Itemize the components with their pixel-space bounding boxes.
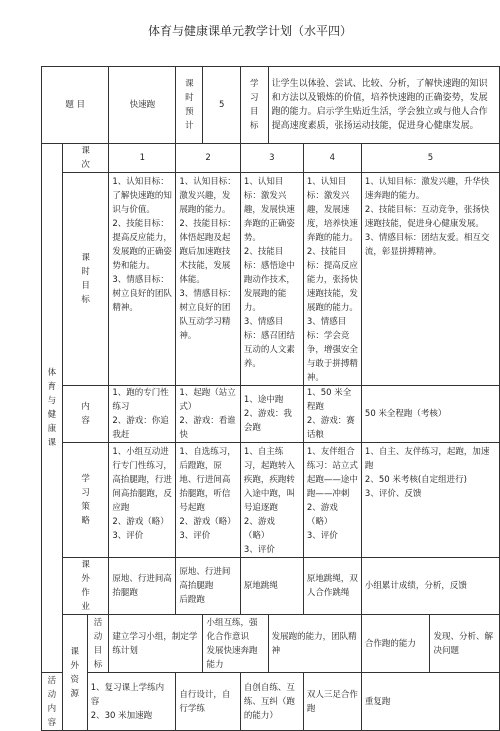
hours-label: 课 时 预 计 bbox=[176, 67, 203, 144]
activity-content-cell: 自行设计，自行学练 bbox=[176, 673, 241, 731]
extra-cell: 原地、行进间高抬腿跑 后蹬跑 bbox=[176, 558, 241, 615]
section-pe-label: 体 育 与 健 康 课 bbox=[42, 144, 63, 673]
goals-cell: 1、认知目标：了解快速跑的知识与价值。 2、技能目标：提高反应能力，发展跑的正确姿势和能力。 3、情感目标：树立良好的团队精神。 bbox=[109, 173, 176, 386]
content-cell: 1、起跑（站立式） 2、游戏：看谁快 bbox=[176, 386, 241, 443]
strategy-cell: 1、友伴组合练习：站立式起跑——途中跑——冲刺 2、游戏（略） 3、评价 bbox=[303, 443, 361, 558]
activity-goal-cell: 发现、分析、解决问题 bbox=[430, 615, 500, 673]
lesson-label: 课 次 bbox=[62, 144, 109, 173]
activity-goal-cell: 合作跑的能力 bbox=[361, 615, 430, 673]
activity-content-cell: 双人三足合作跑 bbox=[303, 673, 361, 731]
activity-content-cell: 1、复习课上学练内容 2、30 米加速跑 bbox=[87, 673, 176, 731]
page-title: 体育与健康课单元教学计划（水平四） bbox=[147, 24, 352, 38]
extra-cell: 小组累计成绩，分析，反馈 bbox=[361, 558, 499, 615]
row-label-content: 内 容 bbox=[62, 386, 109, 443]
strategy-cell: 1、小组互动进行专门性练习，高抬腿跑，行进间高抬腿跑，反应跑 2、游戏（略） 3、评价 bbox=[109, 443, 176, 558]
lesson-number: 5 bbox=[361, 144, 499, 173]
goal-value: 让学生以体验、尝试、比较、分析，了解快速跑的知识和方法以及锻炼的价值，培养快速跑的正确姿势，发展跑的能力。启示学生贴近生活，学会独立或与他人合作提高速度素质，张扬运动技能，促进身心健康发展。 bbox=[268, 67, 499, 144]
section-resources-label: 课 外 资 源 bbox=[62, 615, 87, 731]
activity-content-cell: 重复跑 bbox=[361, 673, 499, 731]
row-label-extra: 课 外 作 业 bbox=[62, 558, 109, 615]
strategy-cell: 1、自主练习，起跑转入疾跑，疾跑转入途中跑，叫号追逐跑 2、游戏（略） 3、评价 bbox=[240, 443, 303, 558]
extra-cell: 原地跳绳 bbox=[240, 558, 303, 615]
activity-content-cell: 自创自练、互练、互纠（跑的能力） bbox=[240, 673, 303, 731]
lesson-number: 3 bbox=[240, 144, 303, 173]
row-label-activity-goal: 活 动 目 标 bbox=[87, 615, 109, 673]
activity-goal-cell: 建立学习小组，制定学练计划 bbox=[109, 615, 203, 673]
goals-cell: 1、认知目标：激发兴趣，发展快速奔跑的正确姿势。 2、技能目标：感悟途中跑动作技术，发展跑的能力。 3、情感目标：感召团结互动的人文素养。 bbox=[240, 173, 303, 386]
strategy-cell: 1、自主、友伴练习，起跑，加速跑 2、50 米考核(自定组进行) 3、评价、反馈 bbox=[361, 443, 499, 558]
row-label-goals: 课 时 目 标 bbox=[62, 173, 109, 386]
content-cell: 1、途中跑 2、游戏：我会跑 bbox=[240, 386, 303, 443]
goals-cell: 1、认知目标：激发兴趣，升华快速奔跑的能力。 2、技能目标：互动竞争，张扬快速跑技能，促进身心健康发展。 3、情感目标：团结友爱。相互交流，彰显拼搏精神。 bbox=[361, 173, 499, 386]
lesson-number: 4 bbox=[303, 144, 361, 173]
extra-cell: 原地跳绳，双人合作跳绳 bbox=[303, 558, 361, 615]
topic-value: 快速跑 bbox=[109, 67, 176, 144]
row-label-activity-content: 活 动 内 容 bbox=[42, 673, 63, 731]
lesson-number: 1 bbox=[109, 144, 176, 173]
row-label-strategy: 学 习 策 略 bbox=[62, 443, 109, 558]
topic-label: 题 目 bbox=[42, 67, 109, 144]
hours-value: 5 bbox=[203, 67, 240, 144]
content-cell: 1、跑的专门性练习 2、游戏：你追我赶 bbox=[109, 386, 176, 443]
goal-label: 学 习 目 标 bbox=[240, 67, 268, 144]
activity-goal-cell: 小组互练，强化合作意识 发展快速奔跑能力 bbox=[203, 615, 268, 673]
strategy-cell: 1、自选练习，后蹬跑，原地、行进间高抬腿跑，听信号起跑 2、游戏（略） 3、评价 bbox=[176, 443, 241, 558]
plan-table bbox=[41, 66, 500, 731]
goals-cell: 1、认知目标：激发兴趣，发展速度，培养快速奔跑的能力。 2、技能目标：提高反应能力，张扬快速跑技能，发展跑的能力。 3、情感目标：学会竞争，增强安全与敢于拼搏精神。 bbox=[303, 173, 361, 386]
extra-cell: 原地、行进间高抬腿跑 bbox=[109, 558, 176, 615]
lesson-number: 2 bbox=[176, 144, 241, 173]
content-cell: 1、50 米全程跑 2、游戏：赛话粮 bbox=[303, 386, 361, 443]
goals-cell: 1、认知目标：激发兴趣，发展跑的能力。 2、技能目标：体悟起跑及起跑后加速跑技术技能，发展体能。 3、情感目标：树立良好的团队互动学习精神。 bbox=[176, 173, 241, 386]
activity-goal-cell: 发展跑的能力，团队精神 bbox=[268, 615, 361, 673]
content-cell: 50 米全程跑（考核） bbox=[361, 386, 499, 443]
